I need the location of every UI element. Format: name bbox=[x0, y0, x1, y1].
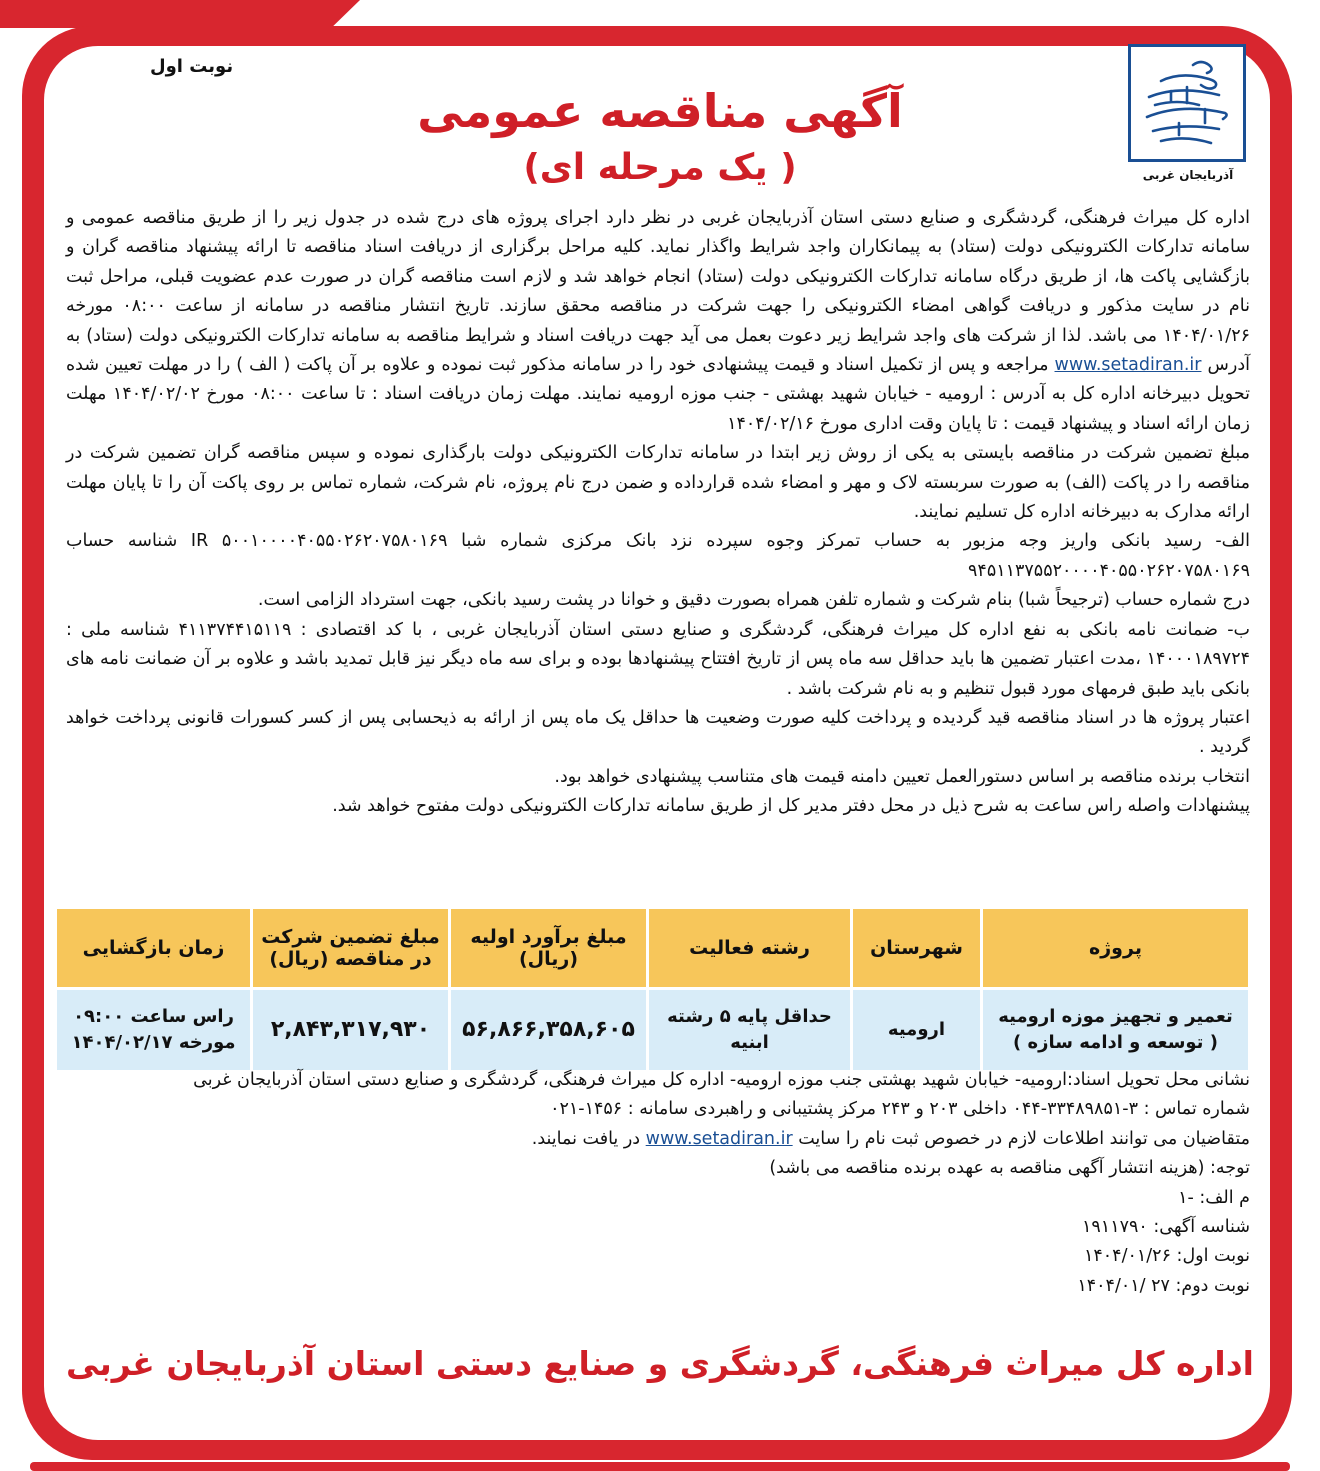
corner-decoration bbox=[0, 0, 360, 28]
cell-project bbox=[982, 989, 1250, 1072]
cell-opening-time bbox=[56, 989, 252, 1072]
bottom-strip bbox=[30, 1462, 1290, 1471]
intro-paragraph bbox=[66, 204, 1250, 439]
organization-footer: اداره کل میراث فرهنگی، گردشگری و صنایع دستی استان آذربایجان غربی bbox=[66, 1344, 1254, 1383]
setad-link[interactable]: www.setadiran.ir bbox=[1054, 355, 1202, 376]
info-line bbox=[66, 1125, 1250, 1154]
info-text-end: در یافت نمایند. bbox=[531, 1128, 641, 1149]
header-activity: رشته فعالیت bbox=[648, 908, 852, 989]
second-round-date: نوبت دوم: ۲۷ /۱۴۰۴/۰۱ bbox=[1077, 1275, 1250, 1296]
table-row bbox=[56, 989, 1250, 1072]
account-note-paragraph: درج شماره حساب (ترجیحاً شبا) بنام شرکت و شماره تلفن همراه بصورت دقیق و خوانا در پشت رسید بانکی، جهت استرداد الزامی است. bbox=[257, 590, 1250, 611]
setad-link-footer[interactable]: www.setadiran.ir bbox=[645, 1128, 793, 1149]
page-title: آگهی مناقصه عمومی bbox=[417, 84, 903, 138]
intro-text-continued: مراجعه و پس از تکمیل اسناد و قیمت پیشنهادی خود را در سامانه مذکور ثبت نموده و علاوه بر آن پاکت ( الف ) را در مهلت تعیین شده تحویل دبیرخانه اداره کل به آدرس : ارومیه - خیابان شهید بهشتی - جنب موزه ارومیه نمایند. مهلت زمان دریافت اسناد : تا ساعت ۰۸:۰۰ مورخ ۱۴۰۴/۰۲/۰۲ مهلت زمان ارائه اسناد و پیشنهاد قیمت : تا پایان وقت اداری مورخ ۱۴۰۴/۰۲/۱۶ bbox=[66, 355, 1250, 434]
contact-phone: شماره تماس : ۳-۳۳۴۸۹۸۵۱-۰۴۴ داخلی ۲۰۳ و ۲۴۳ مرکز پشتیبانی و راهبردی سامانه : ۱۴۵۶-۰۲۱ bbox=[550, 1099, 1250, 1120]
cell-activity: حداقل پایه ۵ رشته ابنیه bbox=[648, 989, 852, 1072]
cost-note: توجه: (هزینه انتشار آگهی مناقصه به عهده برنده مناقصه می باشد) bbox=[769, 1158, 1250, 1179]
bank-guarantee-paragraph: ب- ضمانت نامه بانکی به نفع اداره کل میراث فرهنگی، گردشگری و صنایع دستی استان آذربایجان غربی ، با کد اقتصادی : ۴۱۱۳۷۴۴۱۵۱۱۹ شناسه ملی : ۱۴۰۰۰۱۸۹۷۲۴ ،مدت اعتبار تضمین ها باید حداقل سه ماه پس از تاریخ افتتاح پیشنهادها بوده و برای سه ماه دیگر نیز قابل تمدید باشد و علاوه بر آن ضمانت نامه های بانکی باید طبق فرمهای مورد قبول تنظیم و به نام شرکت باشد . bbox=[66, 619, 1250, 699]
cell-estimate: ۵۶,۸۶۶,۳۵۸,۶۰۵ bbox=[450, 989, 648, 1072]
guarantee-paragraph: مبلغ تضمین شرکت در مناقصه بایستی به یکی از روش زیر ابتدا در سامانه تدارکات الکترونیکی دولت بارگذاری نموده و سپس مناقصه گران تضمین شرکت در مناقصه را در پاکت (الف) به صورت سربسته لاک و مهر و امضاء شده قرارداده و ضمن درج نام پروژه، نام شرکت، شماره تماس بر روی پاکت آن را تا پایان مهلت ارائه مدارک به دبیرخانه اداره کل تسلیم نمایند. bbox=[66, 443, 1250, 523]
opening-hour: راس ساعت ۰۹:۰۰ bbox=[73, 1006, 234, 1027]
page-subtitle: ( یک مرحله ای) bbox=[523, 147, 797, 188]
header-city: شهرستان bbox=[852, 908, 982, 989]
opening-date: مورخه ۱۴۰۴/۰۲/۱۷ bbox=[71, 1032, 236, 1053]
header-opening-time: زمان بازگشایی bbox=[56, 908, 252, 989]
first-round-date: نوبت اول: ۱۴۰۴/۰۱/۲۶ bbox=[1083, 1246, 1250, 1267]
delivery-address: نشانی محل تحویل اسناد:ارومیه- خیابان شهید بهشتی جنب موزه ارومیه- اداره کل میراث فرهنگی، گردشگری و صنایع دستی استان آذربایجان غربی bbox=[193, 1070, 1250, 1090]
header-guarantee: مبلغ تضمین شرکت در مناقصه (ریال) bbox=[252, 908, 450, 989]
announcement-body bbox=[66, 204, 1250, 822]
payment-paragraph: اعتبار پروژه ها در اسناد مناقصه قید گردیده و پرداخت کلیه صورت وضعیت ها حداقل یک ماه پس از ارائه به ذیحسابی پس از کسر کسورات قانونی پرداخت خواهد گردید . bbox=[66, 707, 1250, 758]
table-header-row bbox=[56, 908, 1250, 989]
ad-code: م الف: -۱ bbox=[1178, 1187, 1250, 1208]
header-estimate: مبلغ برآورد اولیه (ریال) bbox=[450, 908, 648, 989]
tender-table bbox=[54, 906, 1251, 1073]
bank-receipt-paragraph: الف- رسید بانکی واریز وجه مزبور به حساب تمرکز وجوه سپرده نزد بانک مرکزی شماره شبا IR ۵۰۰۱۰۰۰۰۴۰۵۵۰۲۶۲۰۷۵۸۰۱۶۹ شناسه حساب ۹۴۵۱۱۳۷۵۵۲۰۰۰۰۴۰۵۵۰۲۶۲۰۷۵۸۰۱۶۹ bbox=[66, 531, 1250, 581]
intro-text: اداره کل میراث فرهنگی، گردشگری و صنایع دستی استان آذربایجان غربی در نظر دارد اجرای پروژه های درج شده در جدول زیر را از طریق مناقصه عمومی و سامانه تدارکات الکترونیکی دولت (ستاد) به پیمانکاران واجد شرایط واگذار نماید. کلیه مراحل برگزاری از دریافت اسناد مناقصه تا ارائه پیشنهاد مناقصه گران و بازگشایی پاکت ها، از طریق درگاه سامانه تدارکات الکترونیکی دولت (ستاد) انجام خواهد شد و لازم است مناقصه گران در صورت عدم عضویت قبلی، مراحل ثبت نام در سایت مذکور و دریافت گواهی امضاء الکترونیکی را جهت شرکت در مناقصه محقق سازند. تاریخ انتشار مناقصه در سامانه از ساعت ۰۸:۰۰ مورخه ۱۴۰۴/۰۱/۲۶ می باشد. لذا از شرکت های واجد شرایط زیر دعوت بعمل می آید جهت دریافت اسناد و شرایط مناقصه به سامانه تدارکات الکترونیکی دولت (ستاد) به آدرس bbox=[66, 208, 1250, 376]
cell-city: ارومیه bbox=[852, 989, 982, 1072]
winner-paragraph: انتخاب برنده مناقصه بر اساس دستورالعمل تعیین دامنه قیمت های متناسب پیشنهادی خواهد بود. bbox=[554, 766, 1250, 787]
info-text: متقاضیان می توانند اطلاعات لازم در خصوص ثبت نام را سایت bbox=[798, 1128, 1250, 1149]
footer-details bbox=[66, 1066, 1250, 1301]
cell-guarantee: ۲,۸۴۳,۳۱۷,۹۳۰ bbox=[252, 989, 450, 1072]
ad-id: شناسه آگهی: ۱۹۱۱۷۹۰ bbox=[1082, 1217, 1250, 1238]
project-detail: ( توسعه و ادامه سازه ) bbox=[1013, 1032, 1218, 1053]
header-project: پروژه bbox=[982, 908, 1250, 989]
project-name: تعمیر و تجهیز موزه ارومیه bbox=[998, 1006, 1233, 1027]
opening-paragraph: پیشنهادات واصله راس ساعت به شرح ذیل در محل دفتر مدیر کل از طریق سامانه تدارکات الکترونیکی دولت مفتوح خواهد شد. bbox=[332, 796, 1250, 817]
round-label: نوبت اول bbox=[150, 56, 234, 77]
logo-caption: آذربایجان غربی bbox=[1142, 168, 1234, 182]
